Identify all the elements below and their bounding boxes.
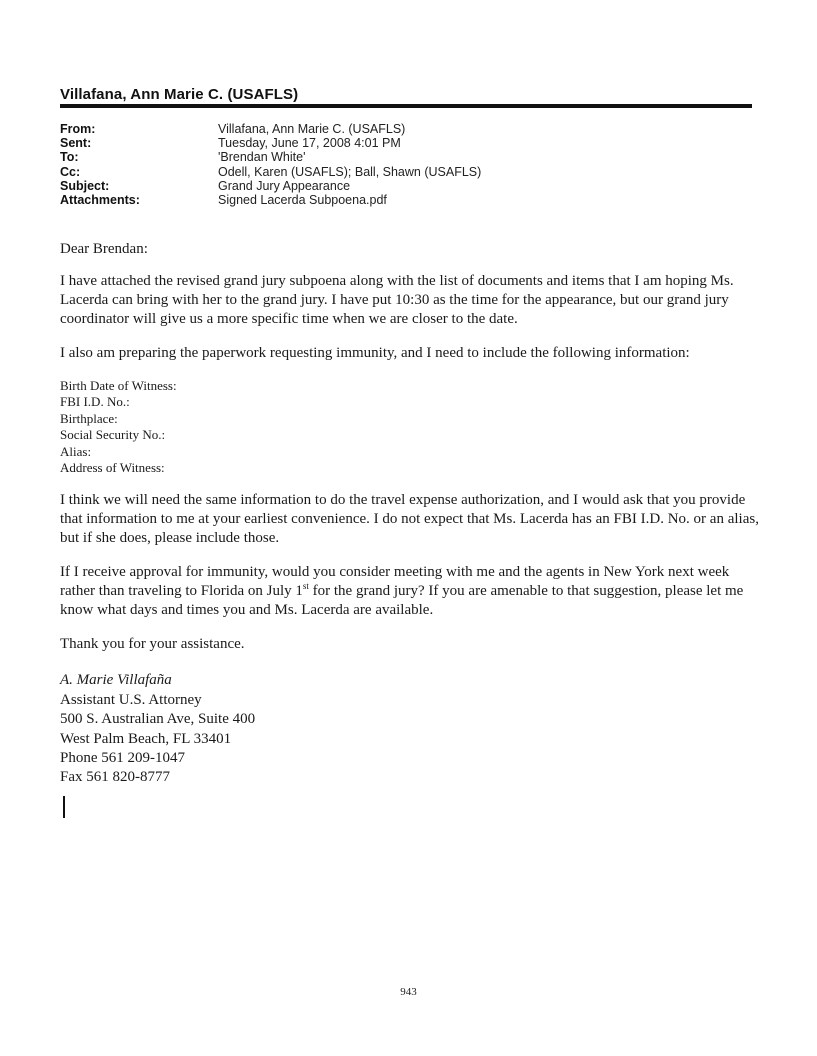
paragraph-meeting bbox=[60, 563, 760, 620]
header-label: Cc: bbox=[60, 164, 81, 179]
field-birthplace: Birthplace: bbox=[60, 410, 118, 426]
header-value: Tuesday, June 17, 2008 4:01 PM bbox=[218, 136, 401, 151]
email-body bbox=[60, 240, 760, 788]
greeting: Dear Brendan: bbox=[60, 241, 148, 257]
paragraph-travel-expense: I think we will need the same information to do the travel expense authorization, and I would ask that you provide that information to me at your earliest convenience. I do not expect that Ms. Lacerda has an FBI I.D. No. or an alias, but if she does, please include those. bbox=[60, 492, 759, 547]
header-label: To: bbox=[60, 150, 79, 165]
heading-rule bbox=[60, 104, 752, 108]
header-from bbox=[60, 122, 481, 136]
text-cursor bbox=[63, 796, 65, 818]
page-number: 943 bbox=[400, 986, 417, 998]
field-address: Address of Witness: bbox=[60, 460, 165, 476]
header-label: From: bbox=[60, 122, 96, 136]
field-alias: Alias: bbox=[60, 443, 92, 459]
paragraph-subpoena: I have attached the revised grand jury subpoena along with the list of documents and items that I am hoping Ms. Lacerda can bring with her to the grand jury. I have put 10:30 as the time for the appearance, but our grand jury coordinator will give us a more specific time when we are closer to the date. bbox=[60, 273, 734, 327]
header-label: Attachments: bbox=[60, 193, 140, 208]
header-value: Villafana, Ann Marie C. (USAFLS) bbox=[218, 122, 406, 136]
paragraph-immunity: I also am preparing the paperwork requesting immunity, and I need to include the following information: bbox=[60, 345, 690, 361]
signature-name: A. Marie Villafaña bbox=[60, 672, 172, 689]
header-label: Subject: bbox=[60, 178, 110, 193]
ordinal-suffix: st bbox=[302, 581, 309, 592]
field-ssn: Social Security No.: bbox=[60, 427, 166, 443]
header-label: Sent: bbox=[60, 136, 92, 151]
header-subject bbox=[60, 179, 481, 193]
signature-fax: Fax 561 820-8777 bbox=[60, 769, 170, 786]
signature-block bbox=[60, 671, 760, 787]
signature-address-line1: 500 S. Australian Ave, Suite 400 bbox=[60, 711, 256, 728]
field-birth-date: Birth Date of Witness: bbox=[60, 378, 177, 393]
header-value: Odell, Karen (USAFLS); Ball, Shawn (USAFLS) bbox=[218, 164, 482, 179]
signature-address-line2: West Palm Beach, FL 33401 bbox=[60, 730, 232, 747]
header-cc bbox=[60, 165, 481, 179]
header-to bbox=[60, 150, 481, 164]
email-headers bbox=[60, 122, 481, 207]
meeting-text-start: If I receive approval for immunity, would you consider meeting with me and the agents in New York next week rather than traveling to Florida on July 1 bbox=[60, 564, 730, 600]
header-value: 'Brendan White' bbox=[218, 150, 306, 165]
header-value: Signed Lacerda Subpoena.pdf bbox=[218, 193, 387, 208]
signature-title: Assistant U.S. Attorney bbox=[60, 691, 202, 708]
meeting-text-end: for the grand jury? If you are amenable to that suggestion, please let me know what days and times you and Ms. Lacerda are available. bbox=[60, 583, 744, 619]
header-sent bbox=[60, 136, 481, 150]
sender-heading: Villafana, Ann Marie C. (USAFLS) bbox=[60, 86, 299, 103]
header-attachments bbox=[60, 193, 481, 207]
header-value: Grand Jury Appearance bbox=[218, 178, 351, 193]
witness-fields-list bbox=[60, 378, 760, 476]
signature-phone: Phone 561 209-1047 bbox=[60, 750, 185, 767]
thanks-line: Thank you for your assistance. bbox=[60, 636, 245, 653]
field-fbi-id: FBI I.D. No.: bbox=[60, 394, 130, 410]
